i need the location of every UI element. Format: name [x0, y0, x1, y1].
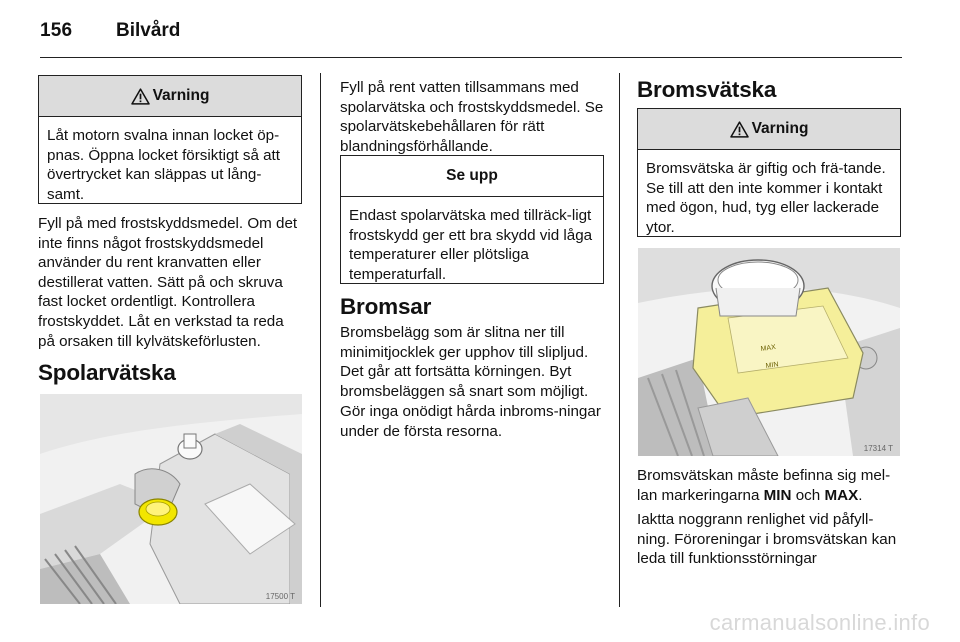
brake-fluid-reservoir-illustration	[638, 248, 900, 456]
caution-box-header	[341, 156, 603, 197]
page-title: Bilvård	[116, 20, 181, 41]
washer-reservoir-illustration	[40, 394, 302, 604]
brakes-paragraph: Bromsbelägg som är slitna ner till minimitjocklek ger upphov till slipljud. Det går att fortsätta körningen. Byt bromsbeläggen så snart som möjligt.	[340, 324, 589, 400]
min-label: MIN	[763, 486, 792, 504]
reservoir-min-mark: MIN	[765, 361, 779, 370]
washer-reservoir-figure	[40, 394, 302, 604]
warning-box-title: Varning	[152, 87, 210, 104]
warning-box-text: Låt motorn svalna innan locket öp-pnas. Öppna locket försiktigt så att övertrycket kan släppas ut lång-samt.	[47, 127, 280, 203]
section-heading-spolarvatska: Spolarvätska	[38, 360, 176, 385]
warning-box-header	[638, 109, 900, 150]
brake-fluid-level-paragraph	[637, 466, 901, 505]
warning-triangle-icon	[730, 121, 749, 138]
column-divider-1	[320, 73, 321, 607]
warning-box-title: Varning	[751, 120, 809, 137]
level-text: Bromsvätskan måste befinna sig mel-lan markeringarna	[637, 467, 891, 504]
coolant-warning-box	[38, 75, 302, 204]
warning-box-header	[39, 76, 301, 117]
warning-box-text: Bromsvätska är giftig och frä-tande. Se till att den inte kommer i kontakt med ögon, hud, tyg eller lackerade ytor.	[646, 160, 886, 236]
brake-fluid-reservoir-figure	[638, 248, 900, 456]
reservoir-max-mark: MAX	[760, 343, 777, 353]
brake-fluid-warning-box	[637, 108, 901, 237]
figure-label: 17500 T	[265, 592, 295, 601]
page-number: 156	[40, 20, 73, 41]
section-heading-bromsar: Bromsar	[340, 294, 432, 319]
and-text: och	[795, 486, 821, 504]
cleanliness-paragraph: Iaktta noggrann renlighet vid påfyll-ning. Föroreningar i bromsvätskan kan leda till funktionsstörningar	[637, 511, 897, 568]
washer-fluid-paragraph: Fyll på rent vatten tillsammans med spolarvätska och frostskyddsmedel. Se spolarvätskebehållaren för rätt blandningsförhållande.	[340, 79, 604, 155]
watermark: carmanualsonline.info	[709, 610, 930, 635]
period-text: .	[858, 486, 863, 504]
coolant-paragraph: Fyll på med frostskyddsmedel. Om det inte finns något frostskyddsmedel använder du rent kranvatten eller destillerat vatten. Sätt på och skruva fast locket ordentligt. Kontrollera frostskyddet. Låt en verkstad ta reda på orsaken till kylvätskeförlusten.	[38, 215, 298, 350]
caution-box-title: Se upp	[446, 167, 498, 184]
max-label: MAX	[824, 486, 859, 504]
figure-label: 17314 T	[863, 444, 893, 453]
section-heading-bromsvatska: Bromsvätska	[637, 77, 777, 102]
warning-triangle-icon	[131, 88, 150, 105]
column-divider-2	[619, 73, 620, 607]
caution-box	[340, 155, 604, 284]
braking-advice-paragraph: Gör inga onödigt hårda inbroms-ningar under de första resorna.	[340, 403, 601, 440]
caution-box-text: Endast spolarvätska med tillräck-ligt frostskydd ger ett bra skydd vid låga temperaturer eller plötsliga temperaturfall.	[349, 207, 593, 283]
header-rule	[40, 57, 902, 58]
